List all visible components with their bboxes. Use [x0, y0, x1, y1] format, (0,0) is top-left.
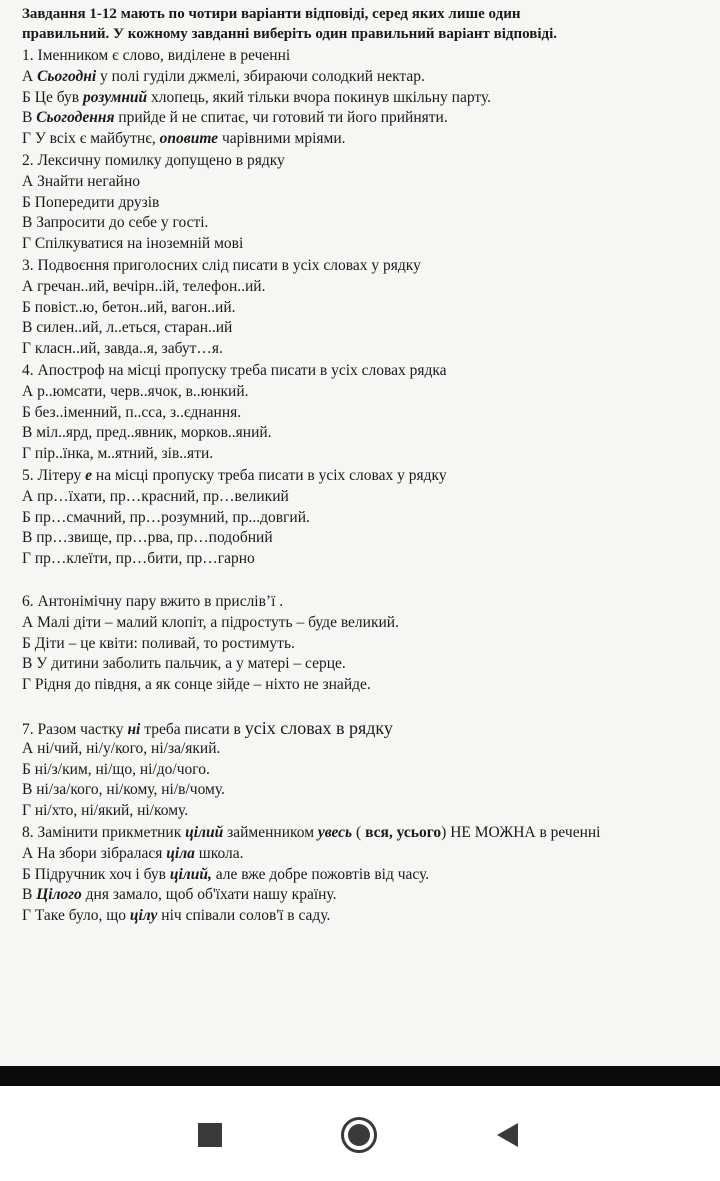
- emphasized-word: увесь: [317, 824, 353, 841]
- text-run: чарівними мріями.: [218, 130, 346, 148]
- emphasized-word: цілий: [185, 824, 224, 841]
- text-run: Г ні/хто, ні/який, ні/кому.: [22, 802, 189, 820]
- text-run: Б Це був: [22, 88, 83, 106]
- instructions-line: правильний. У кожному завданні виберіть один правильний варіант відповіді.: [22, 26, 558, 42]
- text-run: школа.: [194, 844, 244, 862]
- question-2-prompt: [22, 151, 285, 171]
- text-run: дня замало, щоб об'їхати нашу країну.: [81, 886, 337, 904]
- question-5-prompt: [22, 466, 447, 486]
- question-8-prompt: [22, 823, 600, 843]
- text-run: Б повіст..ю, бетон..ий, вагон..ий.: [22, 298, 236, 316]
- question-5-option-b: [22, 508, 310, 528]
- text-run: треба писати в: [140, 721, 245, 738]
- emphasized-word: е: [85, 467, 93, 484]
- text-run: А На збори зібралася: [22, 844, 167, 862]
- text-run: А гречан..ий, вечірн..ій, телефон..ий.: [22, 277, 266, 295]
- text-run: В міл..ярд, пред..явник, морков..яний.: [22, 424, 272, 442]
- question-8-option-b: [22, 865, 429, 885]
- text-run: А пр…їхати, пр…красний, пр…великий: [22, 487, 289, 505]
- text-run: прийде й не спитає, чи готовий ти його прийняти.: [114, 109, 448, 127]
- text-run: Г пір..їнка, м..ятний, зів..яти.: [22, 445, 214, 463]
- text-run: 5. Літеру: [22, 467, 86, 484]
- question-2-option-h: [22, 234, 243, 254]
- question-1-option-v: [22, 108, 448, 128]
- text-run: Г пр…клеїти, пр…бити, пр…гарно: [22, 550, 255, 568]
- screen-bottom-band: [0, 1066, 720, 1086]
- text-run: В пр…звище, пр…рва, пр…подобний: [22, 529, 273, 547]
- text-run: В силен..ий, л..еться, старан..ий: [22, 319, 233, 337]
- text-run: А ні/чий, ні/у/кого, ні/за/який.: [22, 739, 221, 757]
- triangle-back-icon: [492, 1120, 522, 1150]
- text-run: 2. Лексичну помилку допущено в рядку: [22, 152, 285, 169]
- question-6-option-h: [22, 675, 371, 695]
- question-1-option-a: [22, 67, 425, 87]
- question-1-option-h: [22, 129, 346, 149]
- question-7-option-v: [22, 780, 225, 800]
- emphasized-word: усіх словах в рядку: [244, 718, 393, 738]
- text-run: ) НЕ МОЖНА в реченні: [441, 824, 601, 841]
- text-run: ніч співали солов'ї в саду.: [157, 907, 331, 925]
- text-run: А р..юмсати, черв..ячок, в..юнкий.: [22, 382, 249, 400]
- question-3-option-a: [22, 277, 265, 297]
- emphasized-word: оповите: [159, 130, 219, 148]
- back-button[interactable]: [485, 1115, 529, 1155]
- text-run: А Знайти негайно: [22, 172, 140, 190]
- text-run: Б Попередити друзів: [22, 193, 160, 211]
- circle-home-icon: [339, 1115, 379, 1155]
- question-8-option-a: [22, 844, 244, 864]
- text-run: Б пр…смачний, пр…розумний, пр...довгий.: [22, 508, 310, 526]
- question-1-prompt: [22, 46, 290, 66]
- question-6-option-b: [22, 634, 295, 654]
- text-run: Г класн..ий, завда..я, забут…я.: [22, 340, 223, 358]
- text-run: В У дитини заболить пальчик, а у матері – серце.: [22, 655, 346, 673]
- text-run: Г Спілкуватися на іноземній мові: [22, 235, 244, 253]
- text-run: В: [22, 109, 37, 127]
- question-7-option-h: [22, 801, 188, 821]
- question-4-option-h: [22, 444, 213, 464]
- text-run: Б ні/з/ким, ні/що, ні/до/чого.: [22, 760, 210, 778]
- square-recents-icon: [197, 1122, 223, 1148]
- question-4-prompt: [22, 361, 447, 381]
- question-6-option-v: [22, 654, 346, 674]
- question-3-option-v: [22, 318, 232, 338]
- text-run: але вже добре пожовтів від часу.: [211, 865, 430, 883]
- question-5-option-h: [22, 549, 255, 569]
- text-run: В ні/за/кого, ні/кому, ні/в/чому.: [22, 781, 225, 799]
- question-3-option-h: [22, 339, 223, 359]
- text-run: Б Підручник хоч і був: [22, 865, 170, 883]
- question-7-option-a: [22, 739, 220, 759]
- text-run: (: [352, 824, 366, 841]
- text-run: В Запросити до себе у гості.: [22, 214, 209, 232]
- question-5-option-v: [22, 528, 273, 548]
- text-run: Г Рідня до півдня, а як сонце зійде – ніхто не знайде.: [22, 676, 371, 694]
- emphasized-word: ні: [127, 721, 141, 738]
- question-2-option-v: [22, 213, 208, 233]
- question-2-option-b: [22, 193, 159, 213]
- recents-button[interactable]: [188, 1115, 232, 1155]
- text-run: Б Діти – це квіти: поливай, то ростимуть.: [22, 634, 295, 652]
- text-run: Г У всіх є майбутнє,: [22, 130, 160, 148]
- question-8-option-h: [22, 906, 330, 926]
- text-run: у полі гуділи джмелі, збираючи солодкий нектар.: [96, 67, 425, 85]
- question-7-prompt: [22, 718, 393, 740]
- question-4-option-a: [22, 382, 249, 402]
- emphasized-word: вся, усього: [365, 824, 442, 841]
- question-3-prompt: [22, 256, 421, 276]
- text-run: 8. Замінити прикметник: [22, 824, 186, 841]
- question-4-option-v: [22, 423, 272, 443]
- text-run: хлопець, який тільки вчора покинув шкільну парту.: [147, 88, 492, 106]
- emphasized-word: розумний: [82, 88, 148, 106]
- emphasized-word: Цілого: [36, 886, 82, 904]
- home-button[interactable]: [337, 1115, 381, 1155]
- text-run: Г Таке було, що: [22, 907, 130, 925]
- emphasized-word: ціла: [166, 844, 195, 862]
- question-1-option-b: [22, 88, 491, 108]
- emphasized-word: цілий,: [169, 865, 212, 883]
- question-8-option-v: [22, 885, 337, 905]
- text-run: 3. Подвоєння приголосних слід писати в усіх словах у рядку: [22, 257, 421, 274]
- text-run: 7. Разом частку: [22, 721, 128, 738]
- emphasized-word: Сьогодні: [37, 67, 97, 85]
- question-4-option-b: [22, 403, 241, 423]
- emphasized-word: Сьогодення: [36, 109, 115, 127]
- emphasized-word: цілу: [129, 907, 158, 925]
- question-2-option-a: [22, 172, 140, 192]
- question-7-option-b: [22, 760, 210, 780]
- text-run: 6. Антонімічну пару вжито в прислів’ї .: [22, 593, 284, 610]
- question-6-option-a: [22, 613, 399, 633]
- text-run: В: [22, 886, 37, 904]
- instructions-line: Завдання 1-12 мають по чотири варіанти відповіді, серед яких лише один: [22, 6, 521, 22]
- question-3-option-b: [22, 298, 236, 318]
- text-run: 4. Апостроф на місці пропуску треба писати в усіх словах рядка: [22, 362, 447, 379]
- question-5-option-a: [22, 487, 289, 507]
- text-run: 1. Іменником є слово, виділене в реченні: [22, 47, 291, 64]
- text-run: А Малі діти – малий клопіт, а підростуть – буде великий.: [22, 613, 399, 631]
- text-run: А: [22, 67, 38, 85]
- text-run: на місці пропуску треба писати в усіх словах у рядку: [92, 467, 447, 484]
- question-6-prompt: [22, 592, 283, 612]
- text-run: Б без..іменний, п..сса, з..єднання.: [22, 403, 242, 421]
- text-run: займенником: [223, 824, 318, 841]
